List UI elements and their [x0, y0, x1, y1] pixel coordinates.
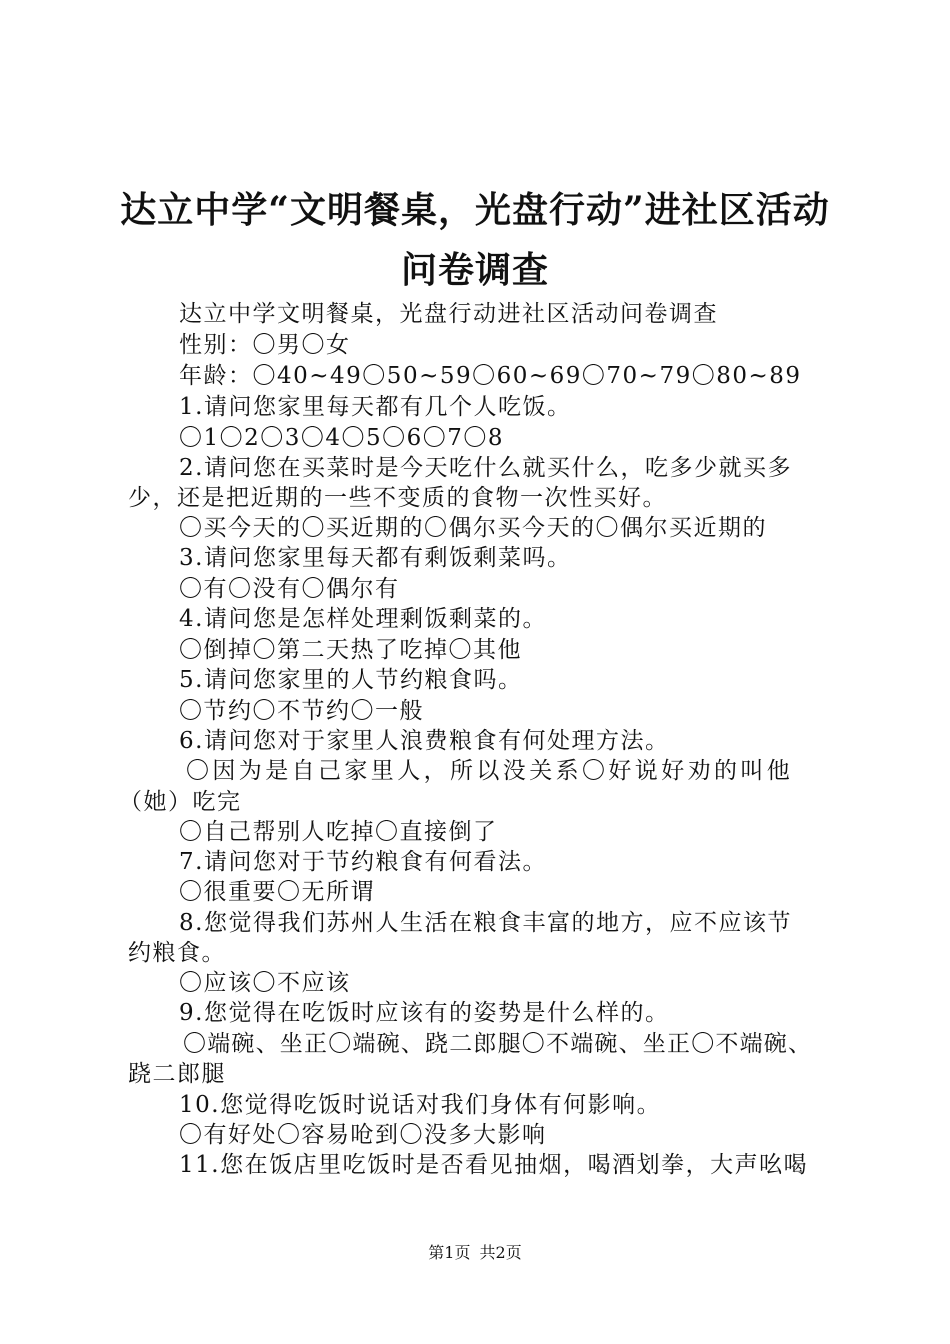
question-9-options-line-1: 〇端碗、坐正〇端碗、跷二郎腿〇不端碗、坐正〇不端碗、	[183, 1031, 813, 1057]
question-4-options: 〇倒掉〇第二天热了吃掉〇其他	[179, 637, 522, 663]
page-title-line-2: 问卷调查	[400, 249, 549, 291]
subtitle: 达立中学文明餐桌，光盘行动进社区活动问卷调查	[179, 301, 718, 327]
question-7: 7.请问您对于节约粮食有何看法。	[179, 849, 547, 875]
question-6-options-line-1: 〇因为是自己家里人，所以没关系〇好说好劝的叫他	[186, 758, 794, 784]
question-7-options: 〇很重要〇无所谓	[179, 879, 375, 905]
question-9: 9.您觉得在吃饭时应该有的姿势是什么样的。	[179, 1000, 670, 1026]
question-6: 6.请问您对于家里人浪费粮食有何处理方法。	[179, 728, 670, 754]
question-5: 5.请问您家里的人节约粮食吗。	[179, 667, 523, 693]
gender-field: 性别：〇男〇女	[179, 332, 351, 358]
question-10-options: 〇有好处〇容易呛到〇没多大影响	[179, 1122, 547, 1148]
question-11-line-1: 11.您在饭店里吃饭时是否看见抽烟，喝酒划拳，大声吆喝	[179, 1152, 809, 1178]
question-3-options: 〇有〇没有〇偶尔有	[179, 576, 400, 602]
page-title-line-1: 达立中学“文明餐桌，光盘行动”进社区活动	[120, 189, 830, 231]
question-1-options: 〇1〇2〇3〇4〇5〇6〇7〇8	[179, 425, 505, 451]
question-3: 3.请问您家里每天都有剩饭剩菜吗。	[179, 545, 572, 571]
question-8-options: 〇应该〇不应该	[179, 970, 351, 996]
question-10: 10.您觉得吃饭时说话对我们身体有何影响。	[179, 1092, 662, 1118]
question-8-line-1: 8.您觉得我们苏州人生活在粮食丰富的地方，应不应该节	[179, 910, 792, 936]
question-2-line-1: 2.请问您在买菜时是今天吃什么就买什么，吃多少就买多	[179, 455, 792, 481]
question-2-line-2: 少，还是把近期的一些不变质的食物一次性买好。	[128, 485, 667, 511]
page-total: 共2页	[479, 1243, 522, 1262]
question-6-options-line-3: 〇自己帮别人吃掉〇直接倒了	[179, 819, 498, 845]
question-2-options: 〇买今天的〇买近期的〇偶尔买今天的〇偶尔买近期的	[179, 515, 767, 541]
question-8-line-2: 约粮食。	[128, 940, 226, 966]
page-footer	[0, 1243, 950, 1263]
question-5-options: 〇节约〇不节约〇一般	[179, 698, 424, 724]
question-6-options-line-2: （她）吃完	[119, 789, 242, 815]
question-9-options-line-2: 跷二郎腿	[128, 1061, 226, 1087]
question-1: 1.请问您家里每天都有几个人吃饭。	[179, 394, 572, 420]
page-number: 第1页	[428, 1243, 471, 1262]
question-4: 4.请问您是怎样处理剩饭剩菜的。	[179, 606, 547, 632]
age-field: 年龄：〇40~49〇50~59〇60~69〇70~79〇80~89	[179, 363, 802, 389]
